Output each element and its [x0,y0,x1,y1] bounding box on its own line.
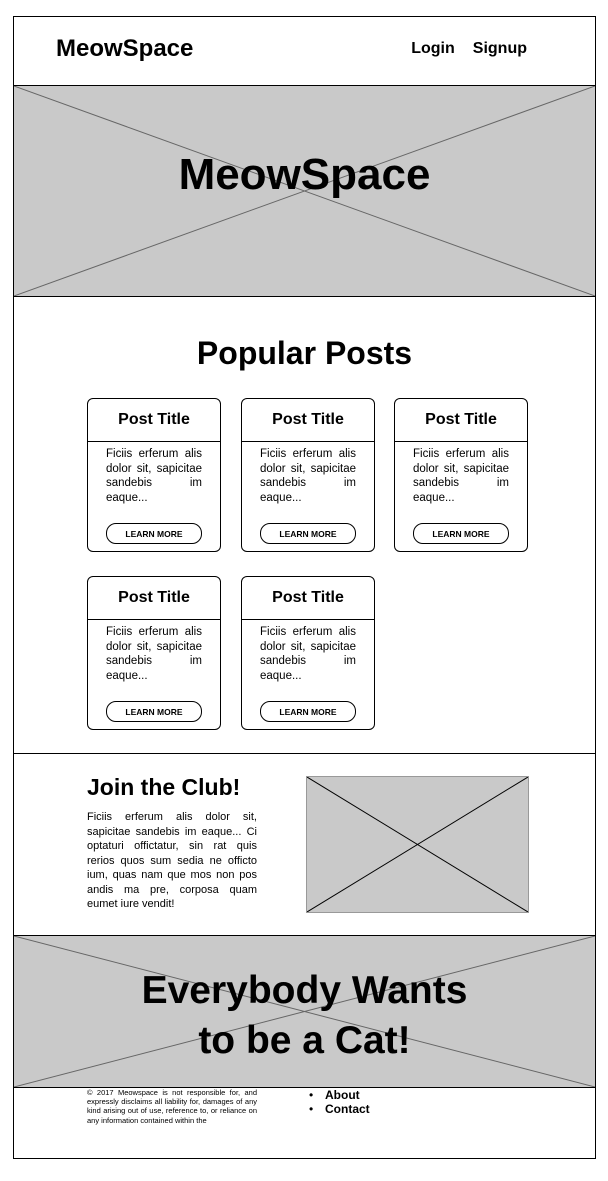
post-card [87,576,221,730]
site-header [14,17,595,86]
post-title[interactable]: Post Title [88,577,220,620]
post-title[interactable]: Post Title [395,399,527,442]
learn-more-button[interactable]: LEARN MORE [106,701,202,722]
hero-title: MeowSpace [178,150,431,199]
post-card [241,398,375,552]
join-title: Join the Club! [87,774,241,800]
placeholder-cross-icon [307,777,528,912]
hero-image-placeholder [14,86,595,297]
join-text: Ficiis erferum alis dolor sit, sapicitae sandebis im eaque... Ci optaturi offictatur, sin rat quis rerios quos sum sedia ne officto ium, quas nam que mos non pos andis ma pre, corposa quam eumet iure vendit! [87,811,257,910]
post-card [87,398,221,552]
post-excerpt: Ficiis erferum alis dolor sit, sapicitae sandebis im eaque... [106,626,202,682]
join-image-placeholder [306,776,529,913]
popular-posts-title: Popular Posts [196,335,413,371]
banner-line-1: Everybody Wants [141,969,468,1012]
signup-link[interactable]: Signup [472,40,527,57]
page-frame [13,16,596,1159]
post-card [241,576,375,730]
post-excerpt: Ficiis erferum alis dolor sit, sapicitae sandebis im eaque... [260,626,356,682]
footer-link-about[interactable]: • About [309,1088,370,1102]
header-nav [411,40,527,58]
post-card [394,398,528,552]
post-title[interactable]: Post Title [88,399,220,442]
footer-disclaimer: © 2017 Meowspace is not responsible for, and expressly disclaims all liability for, damages of any kind arising out of use, reference to, or reliance on any information contained within the [87,1088,257,1125]
login-link[interactable]: Login [411,40,455,57]
footer-link-contact[interactable]: • Contact [309,1102,370,1116]
banner-title [14,966,595,1066]
post-excerpt: Ficiis erferum alis dolor sit, sapicitae sandebis im eaque... [413,448,509,504]
post-title[interactable]: Post Title [242,399,374,442]
post-excerpt: Ficiis erferum alis dolor sit, sapicitae sandebis im eaque... [106,448,202,504]
banner-line-2: to be a Cat! [198,1019,411,1062]
learn-more-button[interactable]: LEARN MORE [413,523,509,544]
learn-more-button[interactable]: LEARN MORE [260,701,356,722]
learn-more-button[interactable]: LEARN MORE [260,523,356,544]
join-club-section [14,753,595,936]
banner-image-placeholder [14,936,595,1088]
learn-more-button[interactable]: LEARN MORE [106,523,202,544]
site-logo[interactable]: MeowSpace [56,35,194,62]
footer-links [309,1088,370,1116]
post-excerpt: Ficiis erferum alis dolor sit, sapicitae sandebis im eaque... [260,448,356,504]
post-title[interactable]: Post Title [242,577,374,620]
